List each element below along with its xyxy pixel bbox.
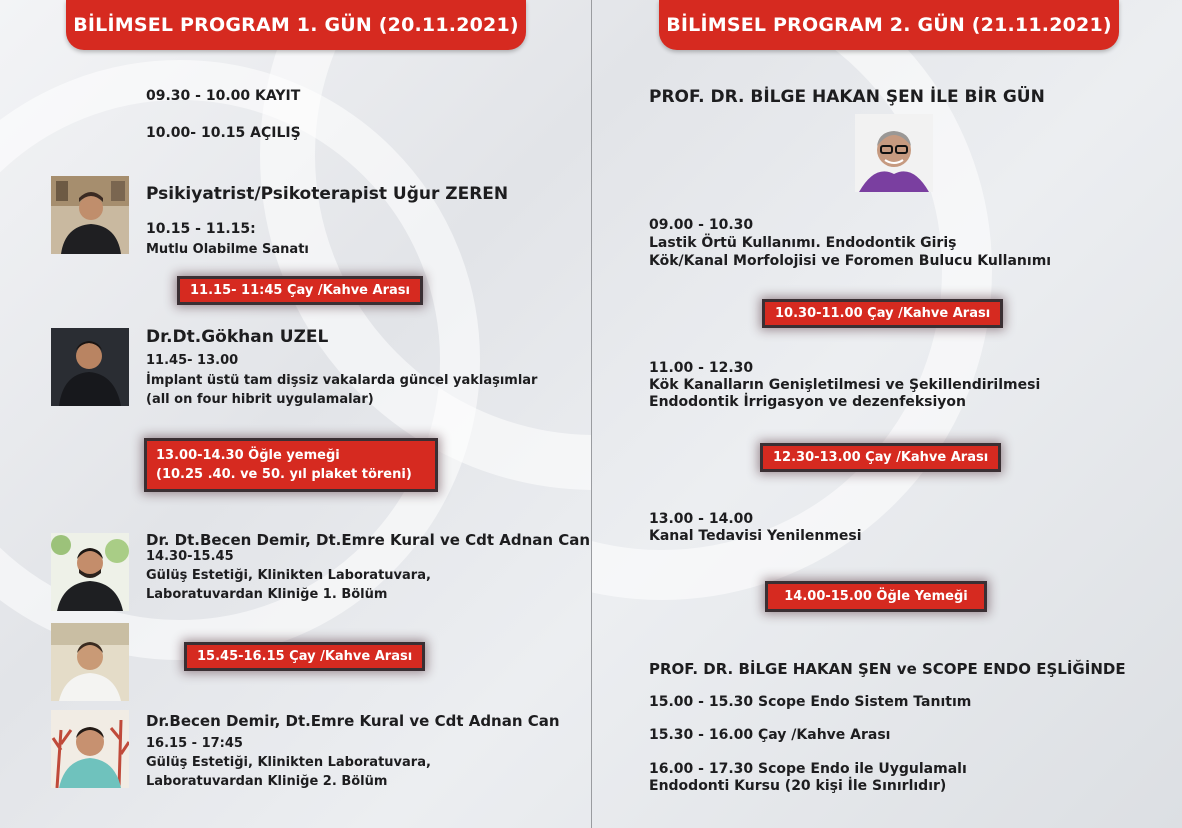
session1-speaker: Psikiyatrist/Psikoterapist Uğur ZEREN (146, 184, 509, 204)
speaker-photo-zeren (51, 176, 129, 254)
session2-time: 11.45- 13.00 (146, 353, 239, 368)
day2-title: PROF. DR. BİLGE HAKAN ŞEN İLE BİR GÜN (649, 87, 1045, 107)
day2-session3-time: 13.00 - 14.00 (649, 511, 754, 527)
speaker-photo-demir-2 (51, 710, 129, 788)
session2-speaker: Dr.Dt.Gökhan UZEL (146, 327, 329, 347)
day2-session3-line1: Kanal Tedavisi Yenilenmesi (649, 528, 862, 544)
coffee-break-2: 15.45-16.15 Çay /Kahve Arası (187, 645, 422, 668)
session1-time: 10.15 - 11.15: (146, 221, 256, 237)
session4-time: 16.15 - 17:45 (146, 736, 243, 751)
day2-session2-time: 11.00 - 12.30 (649, 360, 754, 376)
lunch-line1: 13.00-14.30 Öğle yemeği (156, 448, 340, 463)
day2-item3-line1: 16.00 - 17.30 Scope Endo ile Uygulamalı (649, 761, 967, 777)
day2-session1-line2: Kök/Kanal Morfolojisi ve Foromen Bulucu Kullanımı (649, 253, 1052, 269)
speaker-photo-uzel (51, 328, 129, 406)
session2-topic-line1: İmplant üstü tam dişsiz vakalarda güncel yaklaşımlar (146, 373, 538, 388)
day2-item3-line2: Endodonti Kursu (20 kişi İle Sınırlıdır) (649, 778, 947, 794)
day2-session1-line1: Lastik Örtü Kullanımı. Endodontik Giriş (649, 235, 957, 251)
day2-header: BİLİMSEL PROGRAM 2. GÜN (21.11.2021) (659, 0, 1119, 50)
session3-time: 14.30-15.45 (146, 549, 234, 564)
lunch-box (147, 441, 435, 489)
day2-coffee-break-2: 12.30-13.00 Çay /Kahve Arası (763, 446, 998, 469)
speaker-photo-sen (855, 114, 933, 192)
lunch-line2: (10.25 .40. ve 50. yıl plaket töreni) (156, 467, 412, 482)
session1-topic: Mutlu Olabilme Sanatı (146, 242, 309, 257)
day2-session2-line1: Kök Kanalların Genişletilmesi ve Şekillendirilmesi (649, 377, 1041, 393)
session4-speaker: Dr.Becen Demir, Dt.Emre Kural ve Cdt Adnan Can (146, 712, 560, 730)
day2-title2: PROF. DR. BİLGE HAKAN ŞEN ve SCOPE ENDO EŞLİĞİNDE (649, 660, 1126, 678)
speaker-photo-demir-1 (51, 533, 129, 611)
session3-speaker: Dr. Dt.Becen Demir, Dt.Emre Kural ve Cdt Adnan Can (146, 531, 591, 549)
session4-topic-line1: Gülüş Estetiği, Klinikten Laboratuvara, (146, 755, 431, 770)
session3-topic-line2: Laboratuvardan Kliniğe 1. Bölüm (146, 587, 388, 602)
day2-session2-line2: Endodontik İrrigasyon ve dezenfeksiyon (649, 394, 967, 410)
day2-lunch: 14.00-15.00 Öğle Yemeği (768, 584, 984, 609)
opening-time: 10.00- 10.15 AÇILIŞ (146, 125, 301, 141)
session3-topic-line1: Gülüş Estetiği, Klinikten Laboratuvara, (146, 568, 431, 583)
day2-session1-time: 09.00 - 10.30 (649, 217, 754, 233)
day2-item2: 15.30 - 16.00 Çay /Kahve Arası (649, 727, 891, 743)
session4-topic-line2: Laboratuvardan Kliniğe 2. Bölüm (146, 774, 388, 789)
day2-item1: 15.00 - 15.30 Scope Endo Sistem Tanıtım (649, 694, 972, 710)
day2-coffee-break-1: 10.30-11.00 Çay /Kahve Arası (765, 302, 1000, 325)
speaker-photo-kural (51, 623, 129, 701)
session2-topic-line2: (all on four hibrit uygulamalar) (146, 392, 374, 407)
coffee-break-1: 11.15- 11:45 Çay /Kahve Arası (180, 279, 420, 302)
day2-panel (591, 0, 1182, 828)
day1-header: BİLİMSEL PROGRAM 1. GÜN (20.11.2021) (66, 0, 526, 50)
registration-time: 09.30 - 10.00 KAYIT (146, 88, 301, 104)
